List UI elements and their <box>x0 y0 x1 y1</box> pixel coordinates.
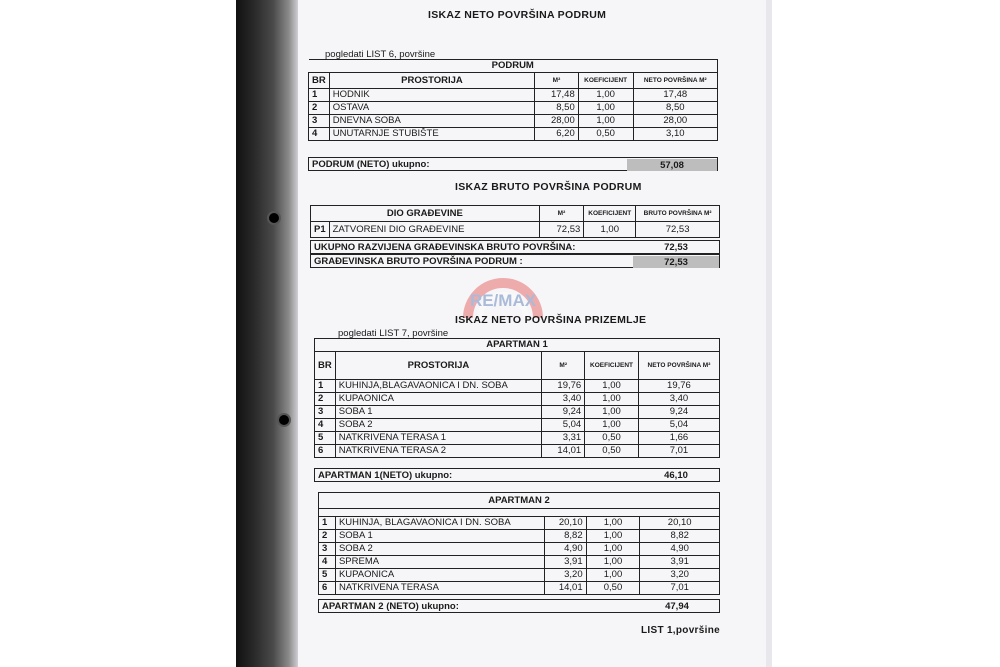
row-name: SOBA 2 <box>335 419 541 432</box>
svg-text:RE/MAX: RE/MAX <box>469 291 537 310</box>
col-header-bruto: BRUTO POVRŠINA M² <box>636 206 720 222</box>
table-row <box>319 543 720 556</box>
col-header-prostorija: PROSTORIJA <box>335 352 541 380</box>
total-value: 72,53 <box>633 256 719 268</box>
col-header-neto: NETO POVRŠINA M² <box>638 352 719 380</box>
table-title: APARTMAN 1 <box>315 339 720 352</box>
apartman1-total <box>314 468 720 482</box>
table-row <box>315 393 720 406</box>
bruto-total-razvijena <box>310 240 720 254</box>
row-name: SPREMA <box>335 556 544 569</box>
row-neto: 3,40 <box>638 393 719 406</box>
row-m2: 6,20 <box>535 128 579 141</box>
row-name: HODNIK <box>329 89 534 102</box>
total-label: PODRUM (NETO) ukupno: <box>312 159 430 170</box>
row-neto: 17,48 <box>633 89 717 102</box>
row-name: NATKRIVENA TERASA 2 <box>335 445 541 458</box>
section-title-neto-prizemlje: ISKAZ NETO POVRŠINA PRIZEMLJE <box>455 314 647 326</box>
row-koef: 1,00 <box>578 89 633 102</box>
row-bruto: 72,53 <box>636 222 720 238</box>
row-neto: 5,04 <box>638 419 719 432</box>
row-br: P1 <box>311 222 330 238</box>
row-koef: 1,00 <box>585 419 639 432</box>
podrum-total <box>308 157 718 171</box>
table-row <box>315 406 720 419</box>
table-row <box>319 517 720 530</box>
spacer-row <box>319 509 720 517</box>
col-header-br: BR <box>315 352 336 380</box>
row-m2: 20,10 <box>544 517 586 530</box>
row-koef: 0,50 <box>586 582 640 595</box>
row-koef: 1,00 <box>586 543 640 556</box>
col-header-koeficijent: KOEFICIJENT <box>578 73 633 89</box>
row-koef: 1,00 <box>586 556 640 569</box>
row-br: 5 <box>315 432 336 445</box>
row-m2: 4,90 <box>544 543 586 556</box>
row-koef: 1,00 <box>578 102 633 115</box>
row-m2: 3,31 <box>542 432 585 445</box>
row-name: SOBA 2 <box>335 543 544 556</box>
table-row <box>315 445 720 458</box>
table-row <box>315 380 720 393</box>
row-neto: 3,91 <box>640 556 720 569</box>
table-row <box>319 569 720 582</box>
table-title: APARTMAN 2 <box>319 493 720 509</box>
row-name: KUPAONICA <box>335 393 541 406</box>
row-name: KUHINJA, BLAGAVAONICA I DN. SOBA <box>335 517 544 530</box>
row-koef: 0,50 <box>578 128 633 141</box>
table-row <box>309 115 718 128</box>
row-name: ZATVORENI DIO GRAĐEVINE <box>329 222 539 238</box>
bruto-table <box>310 205 720 238</box>
section-note: pogledati LIST 6, površine <box>325 49 436 60</box>
row-m2: 8,50 <box>535 102 579 115</box>
row-br: 6 <box>315 445 336 458</box>
row-br: 2 <box>309 102 330 115</box>
binder-spine <box>236 0 298 667</box>
bruto-total-podrum <box>310 254 720 268</box>
row-br: 1 <box>315 380 336 393</box>
row-neto: 8,50 <box>633 102 717 115</box>
apartman2-table <box>318 492 720 595</box>
binder-hole <box>267 211 281 225</box>
row-m2: 28,00 <box>535 115 579 128</box>
apartman1-table <box>314 338 720 458</box>
row-br: 3 <box>315 406 336 419</box>
table-row <box>311 222 720 238</box>
row-m2: 3,91 <box>544 556 586 569</box>
row-m2: 3,20 <box>544 569 586 582</box>
total-label: APARTMAN 2 (NETO) ukupno: <box>322 601 459 612</box>
row-neto: 3,10 <box>633 128 717 141</box>
row-neto: 3,20 <box>640 569 720 582</box>
col-header-koeficijent: KOEFICIJENT <box>585 352 639 380</box>
row-m2: 19,76 <box>542 380 585 393</box>
row-koef: 1,00 <box>586 530 640 543</box>
table-row <box>315 419 720 432</box>
row-m2: 5,04 <box>542 419 585 432</box>
row-br: 1 <box>319 517 336 530</box>
section-title-neto-podrum: ISKAZ NETO POVRŠINA PODRUM <box>428 9 607 21</box>
row-koef: 1,00 <box>584 222 636 238</box>
row-m2: 3,40 <box>542 393 585 406</box>
row-name: NATKRIVENA TERASA <box>335 582 544 595</box>
section-title-bruto-podrum: ISKAZ BRUTO POVRŠINA PODRUM <box>455 181 642 193</box>
total-value: 72,53 <box>664 242 688 253</box>
row-br: 4 <box>315 419 336 432</box>
col-header-neto: NETO POVRŠINA M² <box>633 73 717 89</box>
col-header-koeficijent: KOEFICIJENT <box>584 206 636 222</box>
page-edge <box>766 0 772 667</box>
table-row <box>319 530 720 543</box>
page-footer: LIST 1,površine <box>641 625 720 636</box>
row-br: 2 <box>319 530 336 543</box>
row-name: KUPAONICA <box>335 569 544 582</box>
row-name: NATKRIVENA TERASA 1 <box>335 432 541 445</box>
table-row <box>309 89 718 102</box>
row-br: 3 <box>309 115 330 128</box>
row-neto: 19,76 <box>638 380 719 393</box>
table-row <box>309 102 718 115</box>
row-koef: 1,00 <box>578 115 633 128</box>
col-header-m2: M² <box>535 73 579 89</box>
row-m2: 8,82 <box>544 530 586 543</box>
row-koef: 0,50 <box>585 445 639 458</box>
row-neto: 7,01 <box>640 582 720 595</box>
row-name: UNUTARNJE STUBIŠTE <box>329 128 534 141</box>
row-br: 6 <box>319 582 336 595</box>
row-koef: 1,00 <box>585 393 639 406</box>
row-neto: 1,66 <box>638 432 719 445</box>
table-title: PODRUM <box>309 60 718 73</box>
row-br: 4 <box>309 128 330 141</box>
total-label: APARTMAN 1(NETO) ukupno: <box>318 470 453 481</box>
row-br: 5 <box>319 569 336 582</box>
row-m2: 14,01 <box>542 445 585 458</box>
row-koef: 1,00 <box>586 517 640 530</box>
row-koef: 1,00 <box>585 380 639 393</box>
total-value: 46,10 <box>664 470 688 481</box>
row-m2: 17,48 <box>535 89 579 102</box>
col-header-br: BR <box>309 73 330 89</box>
section-note: pogledati LIST 7, površine <box>338 328 449 339</box>
row-neto: 20,10 <box>640 517 720 530</box>
total-value: 57,08 <box>627 159 717 171</box>
col-header-m2: M² <box>539 206 584 222</box>
row-m2: 72,53 <box>539 222 584 238</box>
total-label: GRAĐEVINSKA BRUTO POVRŠINA PODRUM : <box>314 256 523 267</box>
table-row <box>315 432 720 445</box>
row-name: SOBA 1 <box>335 406 541 419</box>
row-br: 1 <box>309 89 330 102</box>
col-header-prostorija: PROSTORIJA <box>329 73 534 89</box>
table-row <box>319 556 720 569</box>
binder-hole <box>277 413 291 427</box>
row-br: 2 <box>315 393 336 406</box>
total-label: UKUPNO RAZVIJENA GRAĐEVINSKA BRUTO POVRŠINA: <box>314 242 576 253</box>
row-m2: 9,24 <box>542 406 585 419</box>
row-koef: 1,00 <box>585 406 639 419</box>
row-neto: 7,01 <box>638 445 719 458</box>
row-name: DNEVNA SOBA <box>329 115 534 128</box>
row-neto: 9,24 <box>638 406 719 419</box>
row-br: 3 <box>319 543 336 556</box>
row-neto: 28,00 <box>633 115 717 128</box>
row-koef: 0,50 <box>585 432 639 445</box>
row-neto: 8,82 <box>640 530 720 543</box>
row-koef: 1,00 <box>586 569 640 582</box>
table-row <box>309 128 718 141</box>
col-header-dio: DIO GRAĐEVINE <box>311 206 540 222</box>
row-m2: 14,01 <box>544 582 586 595</box>
row-br: 4 <box>319 556 336 569</box>
row-name: KUHINJA,BLAGAVAONICA I DN. SOBA <box>335 380 541 393</box>
row-neto: 4,90 <box>640 543 720 556</box>
row-name: OSTAVA <box>329 102 534 115</box>
total-value: 47,94 <box>665 601 689 612</box>
podrum-table <box>308 59 718 141</box>
col-header-m2: M² <box>542 352 585 380</box>
row-name: SOBA 1 <box>335 530 544 543</box>
apartman2-total <box>318 599 720 613</box>
table-row <box>319 582 720 595</box>
